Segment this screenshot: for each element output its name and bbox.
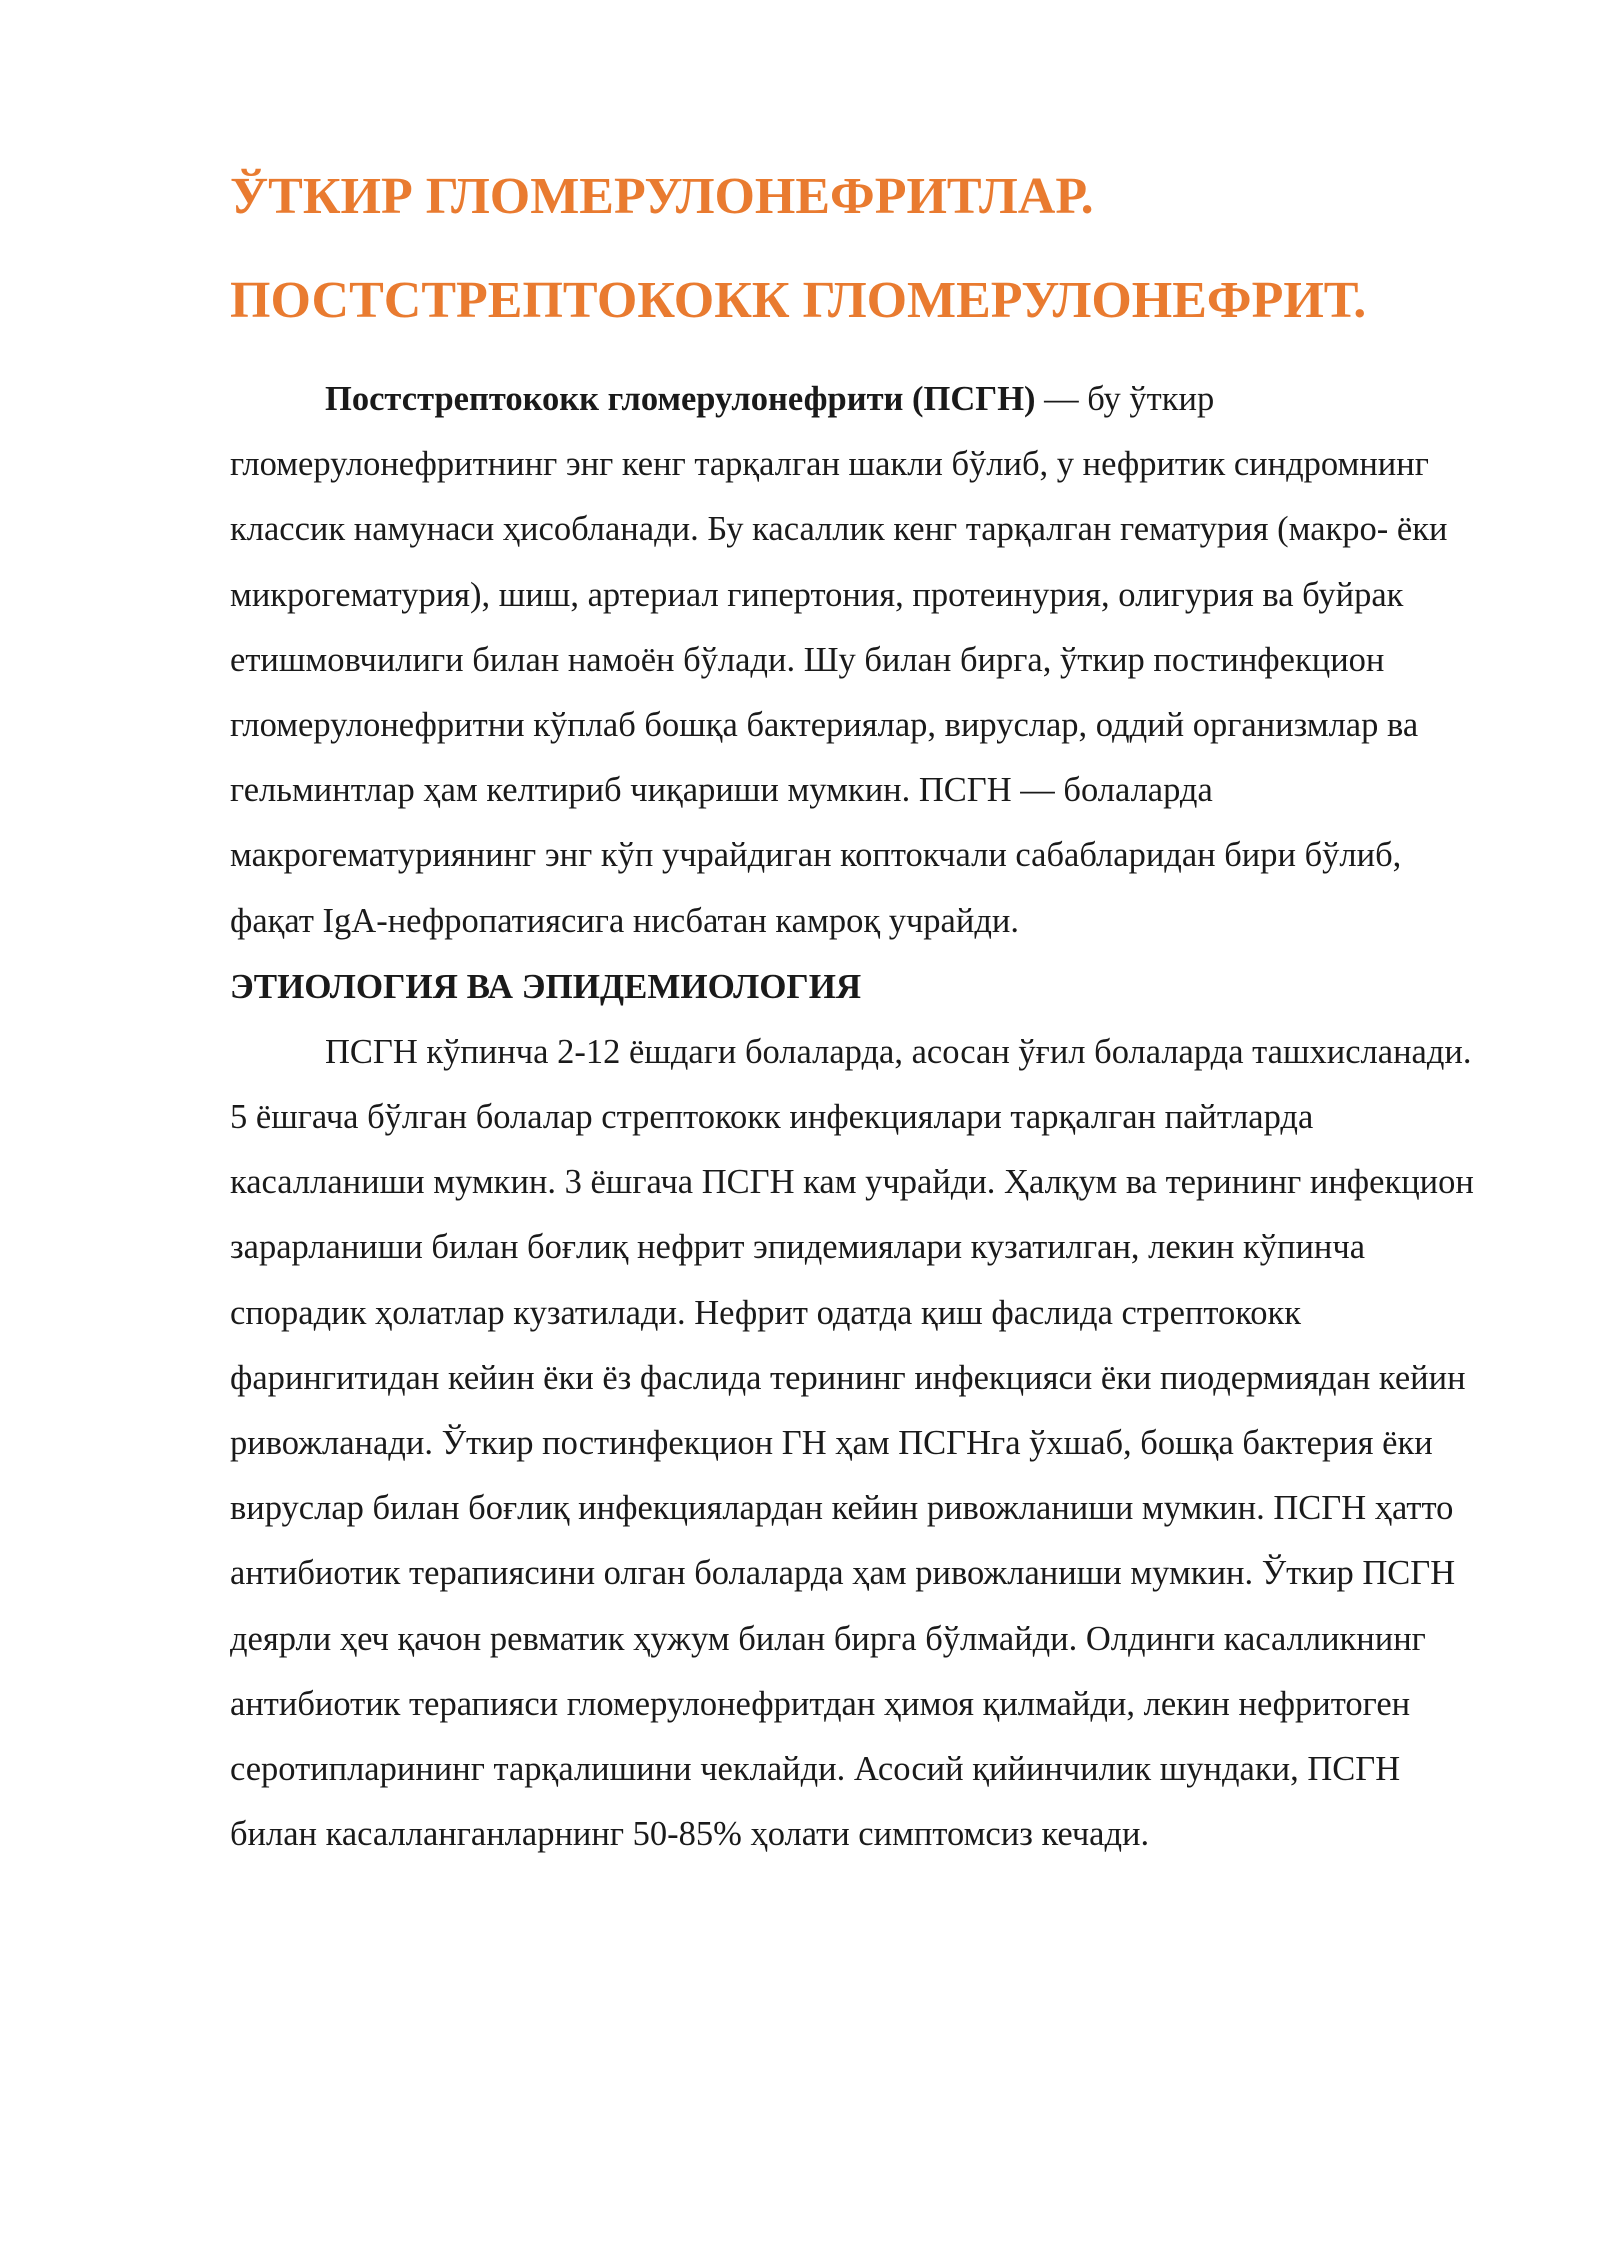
page-title bbox=[230, 145, 1490, 353]
intro-paragraph bbox=[230, 367, 1490, 954]
intro-lead-term: Постстрептококк гломерулонефрити (ПСГН) bbox=[325, 380, 1036, 418]
etiology-text: ПСГН кўпинча 2-12 ёшдаги болаларда, асосан ўғил болаларда ташхисланади. 5 ёшгача бўлган болалар стрептококк инфекциялари тарқалган пайтларда касалланиши мумкин. 3 ёшгача ПСГН кам учрайди. Ҳалқум ва терининг инфекцион зарарланиши билан боғлиқ нефрит эпидемиялари кузатилган, лекин кўпинча спорадик ҳолатлар кузатилади. Нефрит одатда қиш фаслида стрептококк фарингитидан кейин ёки ёз фаслида терининг инфекцияси ёки пиодермиядан кейин ривожланади. Ўткир постинфекцион ГН ҳам ПСГНга ўхшаб, бошқа бактерия ёки вируслар билан боғлиқ инфекциялардан кейин ривожланиши мумкин. ПСГН ҳатто антибиотик терапиясини олган болаларда ҳам ривожланиши мумкин. Ўткир ПСГН деярли ҳеч қачон ревматик ҳужум билан бирга бўлмайди. Олдинги касалликнинг антибиотик терапияси гломерулонефритдан ҳимоя қилмайди, лекин нефритоген серотипларининг тарқалишини чеклайди. Асосий қийинчилик шундаки, ПСГН билан касалланганларнинг 50-85% ҳолати симптомсиз кечади. bbox=[230, 1032, 1474, 1854]
title-line-2: ПОСТСТРЕПТОКОКК ГЛОМЕРУЛОНЕФРИТ. bbox=[230, 272, 1367, 329]
title-line-1: ЎТКИР ГЛОМЕРУЛОНЕФРИТЛАР. bbox=[230, 168, 1094, 225]
etiology-paragraph bbox=[230, 1020, 1490, 1868]
section-heading: ЭТИОЛОГИЯ ВА ЭПИДЕМИОЛОГИЯ bbox=[230, 966, 862, 1006]
intro-text: — бу ўткир гломерулонефритнинг энг кенг тарқалган шакли бўлиб, у нефритик синдромнинг классик намунаси ҳисобланади. Бу касаллик кенг тарқалган гематурия (макро- ёки микрогематурия), шиш, артериал гипертония, протеинурия, олигурия ва буйрак етишмовчилиги билан намоён бўлади. Шу билан бирга, ўткир постинфекцион гломерулонефритни кўплаб бошқа бактериялар, вируслар, оддий организмлар ва гельминтлар ҳам келтириб чиқариши мумкин. ПСГН — болаларда макрогематуриянинг энг кўп учрайдиган коптокчали сабабларидан бири бўлиб, фақат IgA-нефропатиясига нисбатан камроқ учрайди. bbox=[230, 380, 1448, 940]
document-body bbox=[230, 367, 1490, 1867]
